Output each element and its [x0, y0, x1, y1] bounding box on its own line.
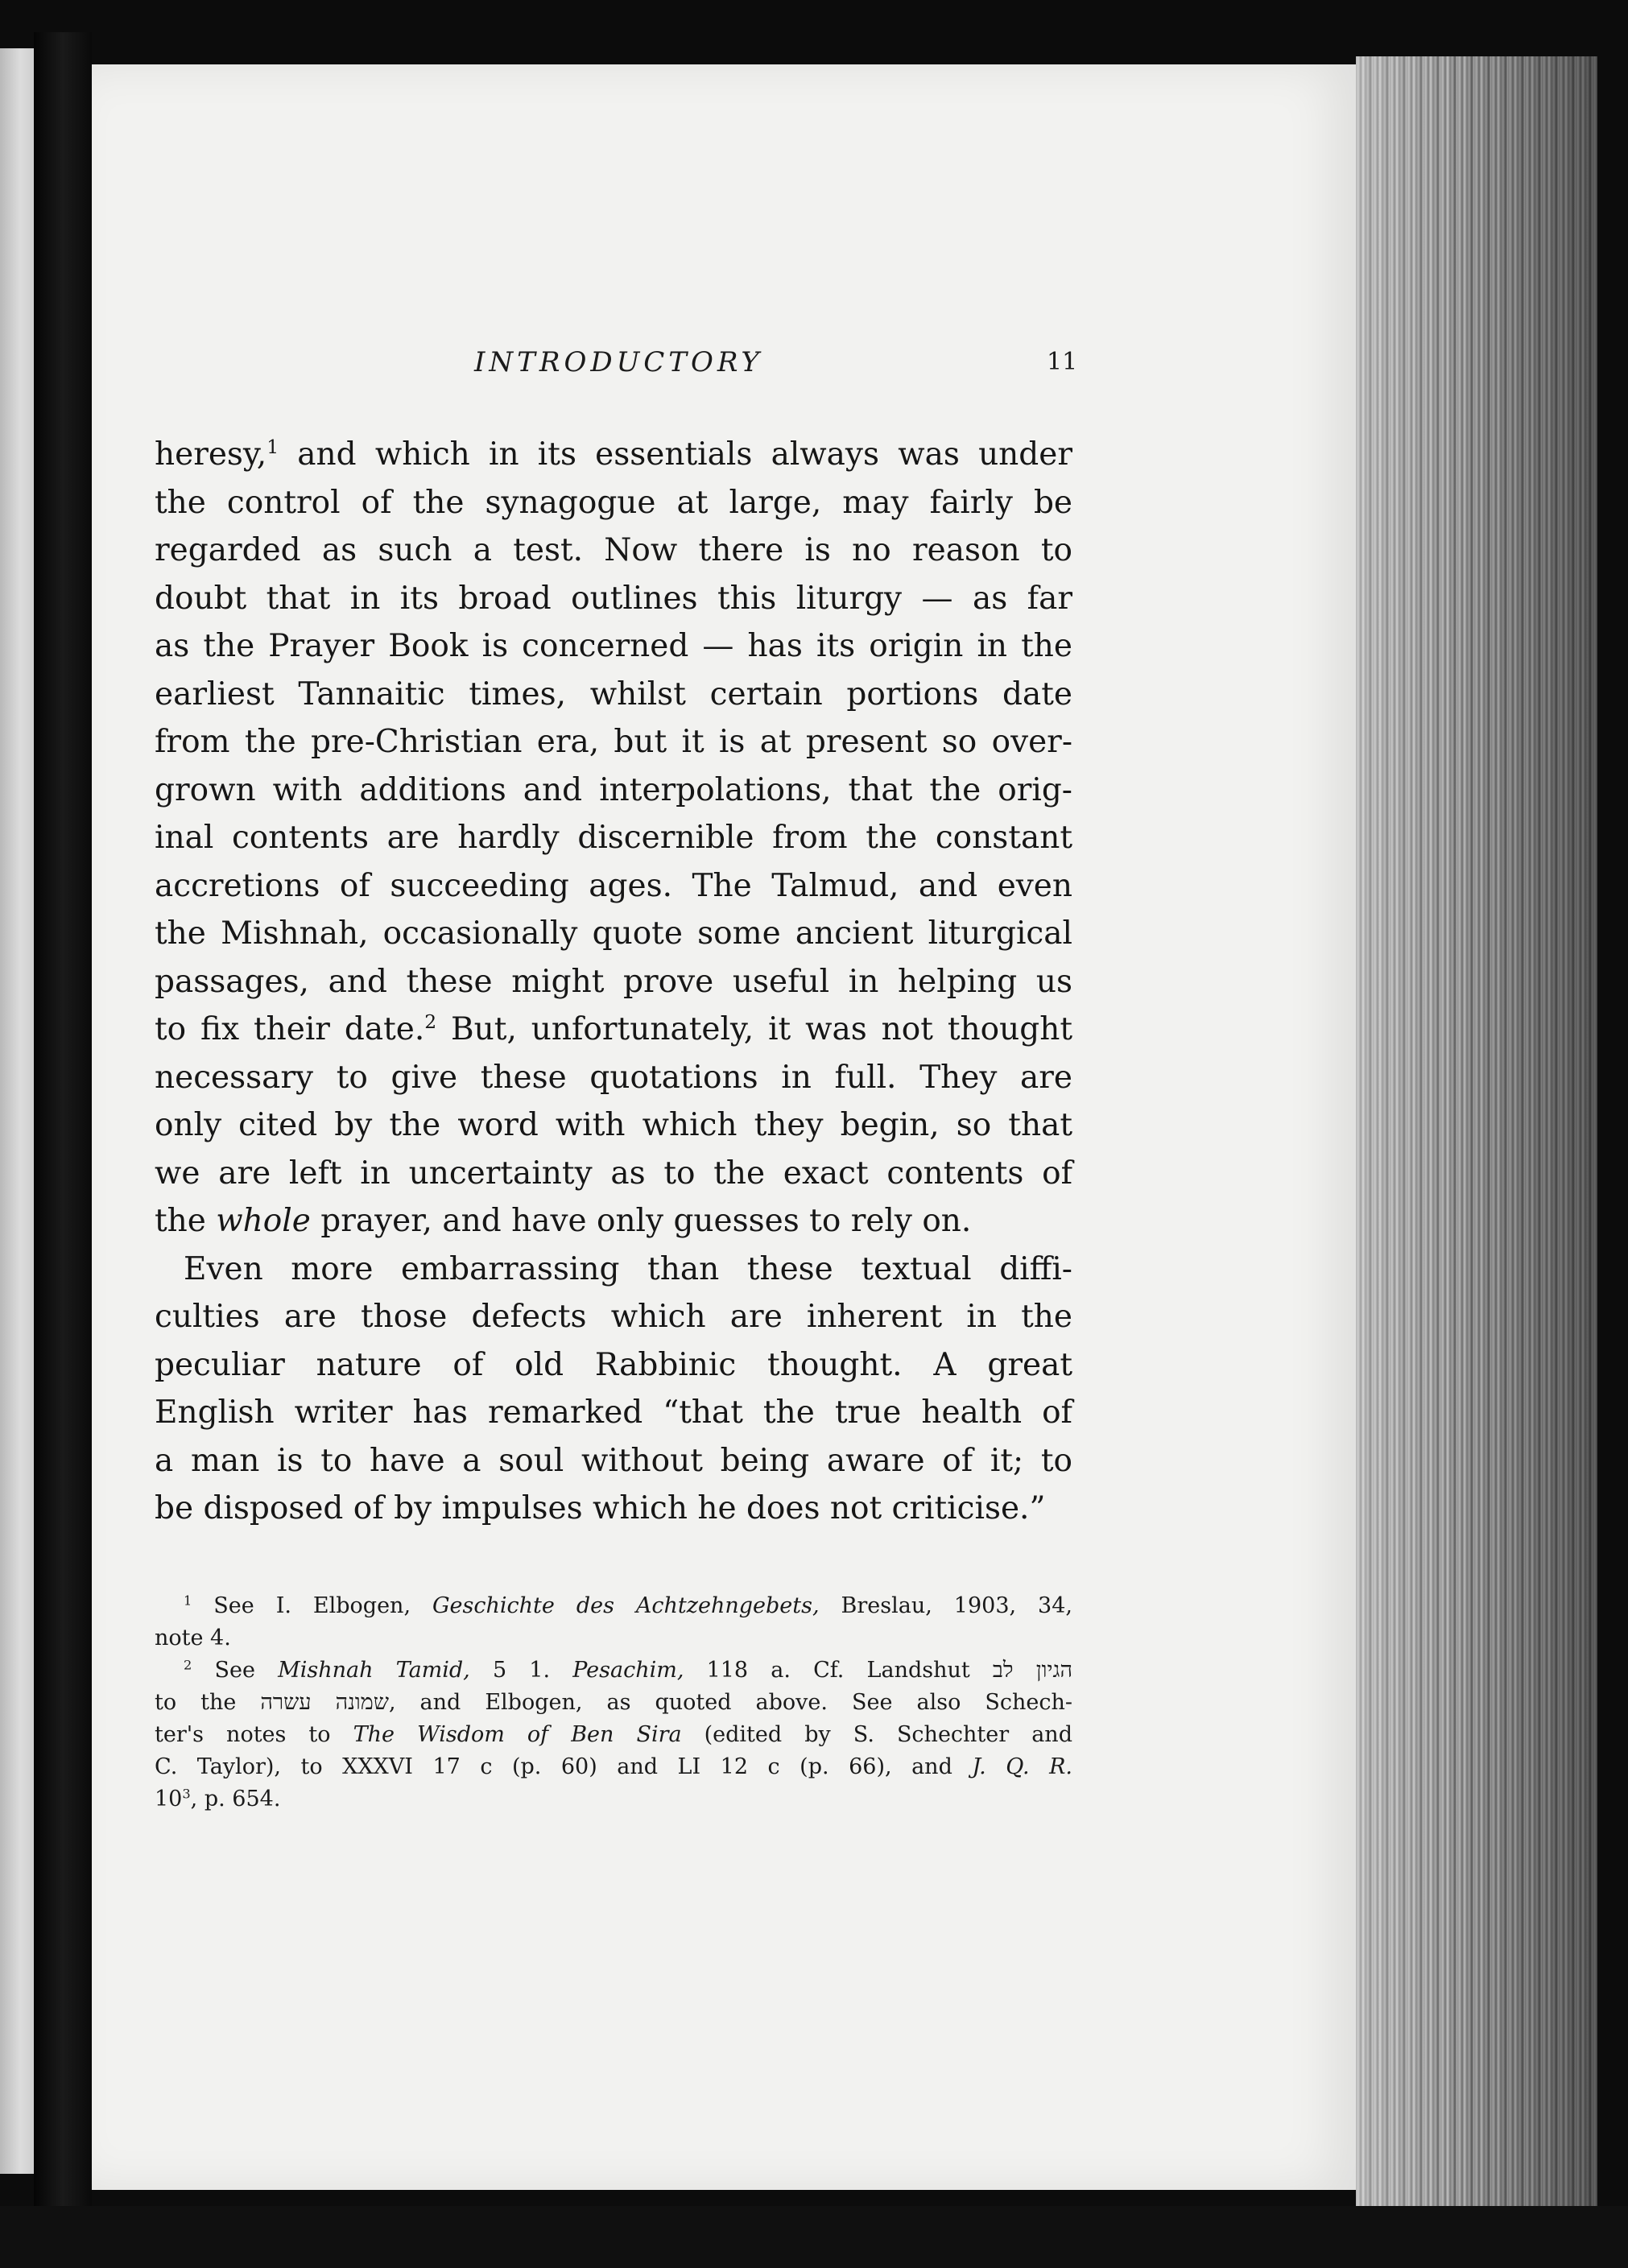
text-run: prayer, and have only guesses to rely on.: [310, 1203, 972, 1239]
text-line: inal contents are hardly discernible from the constant: [155, 820, 1072, 856]
footnote-2-cont: [155, 1687, 1072, 1719]
text-line: as the Prayer Book is concerned — has its origin in the: [155, 628, 1072, 664]
text-line: only cited by the word with which they begin, so that: [155, 1107, 1072, 1143]
text-line: accretions of succeeding ages. The Talmud, and even: [155, 867, 1072, 904]
italic-title: Pesachim,: [572, 1658, 684, 1683]
book-gutter: [34, 32, 92, 2206]
text-line: [155, 1197, 1072, 1246]
text-run: (edited by S. Schechter and: [681, 1722, 1072, 1747]
text-run: the: [155, 1203, 217, 1239]
page-number: 11: [1047, 348, 1078, 376]
text-run: C. Taylor), to XXXVI 17 c (p. 60) and LI 12 c (p. 66), and: [155, 1754, 973, 1779]
text-run: 5 1.: [469, 1658, 573, 1683]
text-run: See: [192, 1658, 279, 1683]
italic-title: Mishnah Tamid,: [278, 1658, 470, 1683]
facing-page-edge: [0, 48, 34, 2174]
footnote-1: [155, 1590, 1072, 1622]
text-line: earliest Tannaitic times, whilst certain portions date: [155, 675, 1072, 713]
footnote-1-cont: note 4.: [155, 1626, 231, 1650]
italic-word: whole: [216, 1203, 311, 1239]
text-run: , and Elbogen, as quoted above. See also Schech-: [388, 1690, 1072, 1715]
footnote-ref-2: 2: [424, 1010, 437, 1033]
italic-title: Geschichte des Achtzehngebets,: [432, 1593, 820, 1618]
hebrew-text: הגיון לב: [992, 1658, 1073, 1683]
text-run: 118 a. Cf. Landshut: [684, 1658, 993, 1683]
text-line: Even more embarrassing than these textual diffi-: [184, 1250, 1072, 1287]
running-head-title: INTRODUCTORY: [474, 346, 763, 378]
text-run: to fix their date.: [155, 1011, 425, 1047]
text-run: 10: [155, 1787, 183, 1812]
text-run: See I. Elbogen,: [192, 1593, 432, 1618]
text-line: be disposed of by impulses which he does not criticise.”: [155, 1490, 1046, 1526]
text-run: heresy,: [155, 436, 267, 473]
page-fore-edge: [1356, 56, 1597, 2230]
hebrew-text: שמונה עשרה: [260, 1690, 389, 1715]
body-text: [155, 431, 1072, 1533]
text-run: to the: [155, 1690, 261, 1715]
text-line: the Mishnah, occasionally quote some ancient liturgical: [155, 915, 1072, 952]
text-run: and which in its essentials always was under: [279, 436, 1072, 473]
text-line: doubt that in its broad outlines this liturgy — as far: [155, 580, 1072, 617]
text-line: we are left in uncertainty as to the exact contents of: [155, 1155, 1072, 1192]
footnotes: [155, 1590, 1072, 1816]
scan-background-bottom: [0, 2206, 1628, 2268]
text-line: from the pre-Christian era, but it is at present so over-: [155, 724, 1072, 760]
italic-title: J. Q. R.: [972, 1754, 1072, 1779]
italic-title: The Wisdom of Ben Sira: [353, 1722, 682, 1747]
footnote-2: [155, 1655, 1072, 1687]
footnote-2-cont: [155, 1783, 1072, 1816]
book-page: [92, 64, 1356, 2190]
footnote-marker: 1: [184, 1593, 192, 1609]
superscript: 3: [182, 1786, 191, 1802]
footnote-2-cont: [155, 1719, 1072, 1751]
text-line: peculiar nature of old Rabbinic thought. A great: [155, 1346, 1072, 1383]
text-line: a man is to have a soul without being aware of it; to: [155, 1442, 1072, 1479]
footnote-ref-1: 1: [267, 435, 279, 458]
footnote-marker: 2: [184, 1657, 192, 1673]
text-line: necessary to give these quotations in full. They are: [155, 1059, 1072, 1096]
text-line: [155, 431, 1072, 479]
text-run: But, unfortunately, it was not thought: [436, 1011, 1072, 1047]
text-line: culties are those defects which are inherent in the: [155, 1299, 1072, 1335]
text-line: passages, and these might prove useful in helping us: [155, 963, 1072, 1000]
text-run: , p. 654.: [190, 1787, 281, 1812]
text-line: [155, 1006, 1072, 1054]
text-line: regarded as such a test. Now there is no reason to: [155, 532, 1072, 568]
text-line: grown with additions and interpolations, that the orig-: [155, 771, 1072, 808]
text-line: the control of the synagogue at large, may fairly be: [155, 484, 1072, 521]
running-head: [92, 346, 1356, 395]
text-run: Breslau, 1903, 34,: [819, 1593, 1072, 1618]
text-run: ter's notes to: [155, 1722, 353, 1747]
text-line: English writer has remarked “that the true health of: [155, 1394, 1072, 1431]
footnote-2-cont: [155, 1751, 1072, 1783]
